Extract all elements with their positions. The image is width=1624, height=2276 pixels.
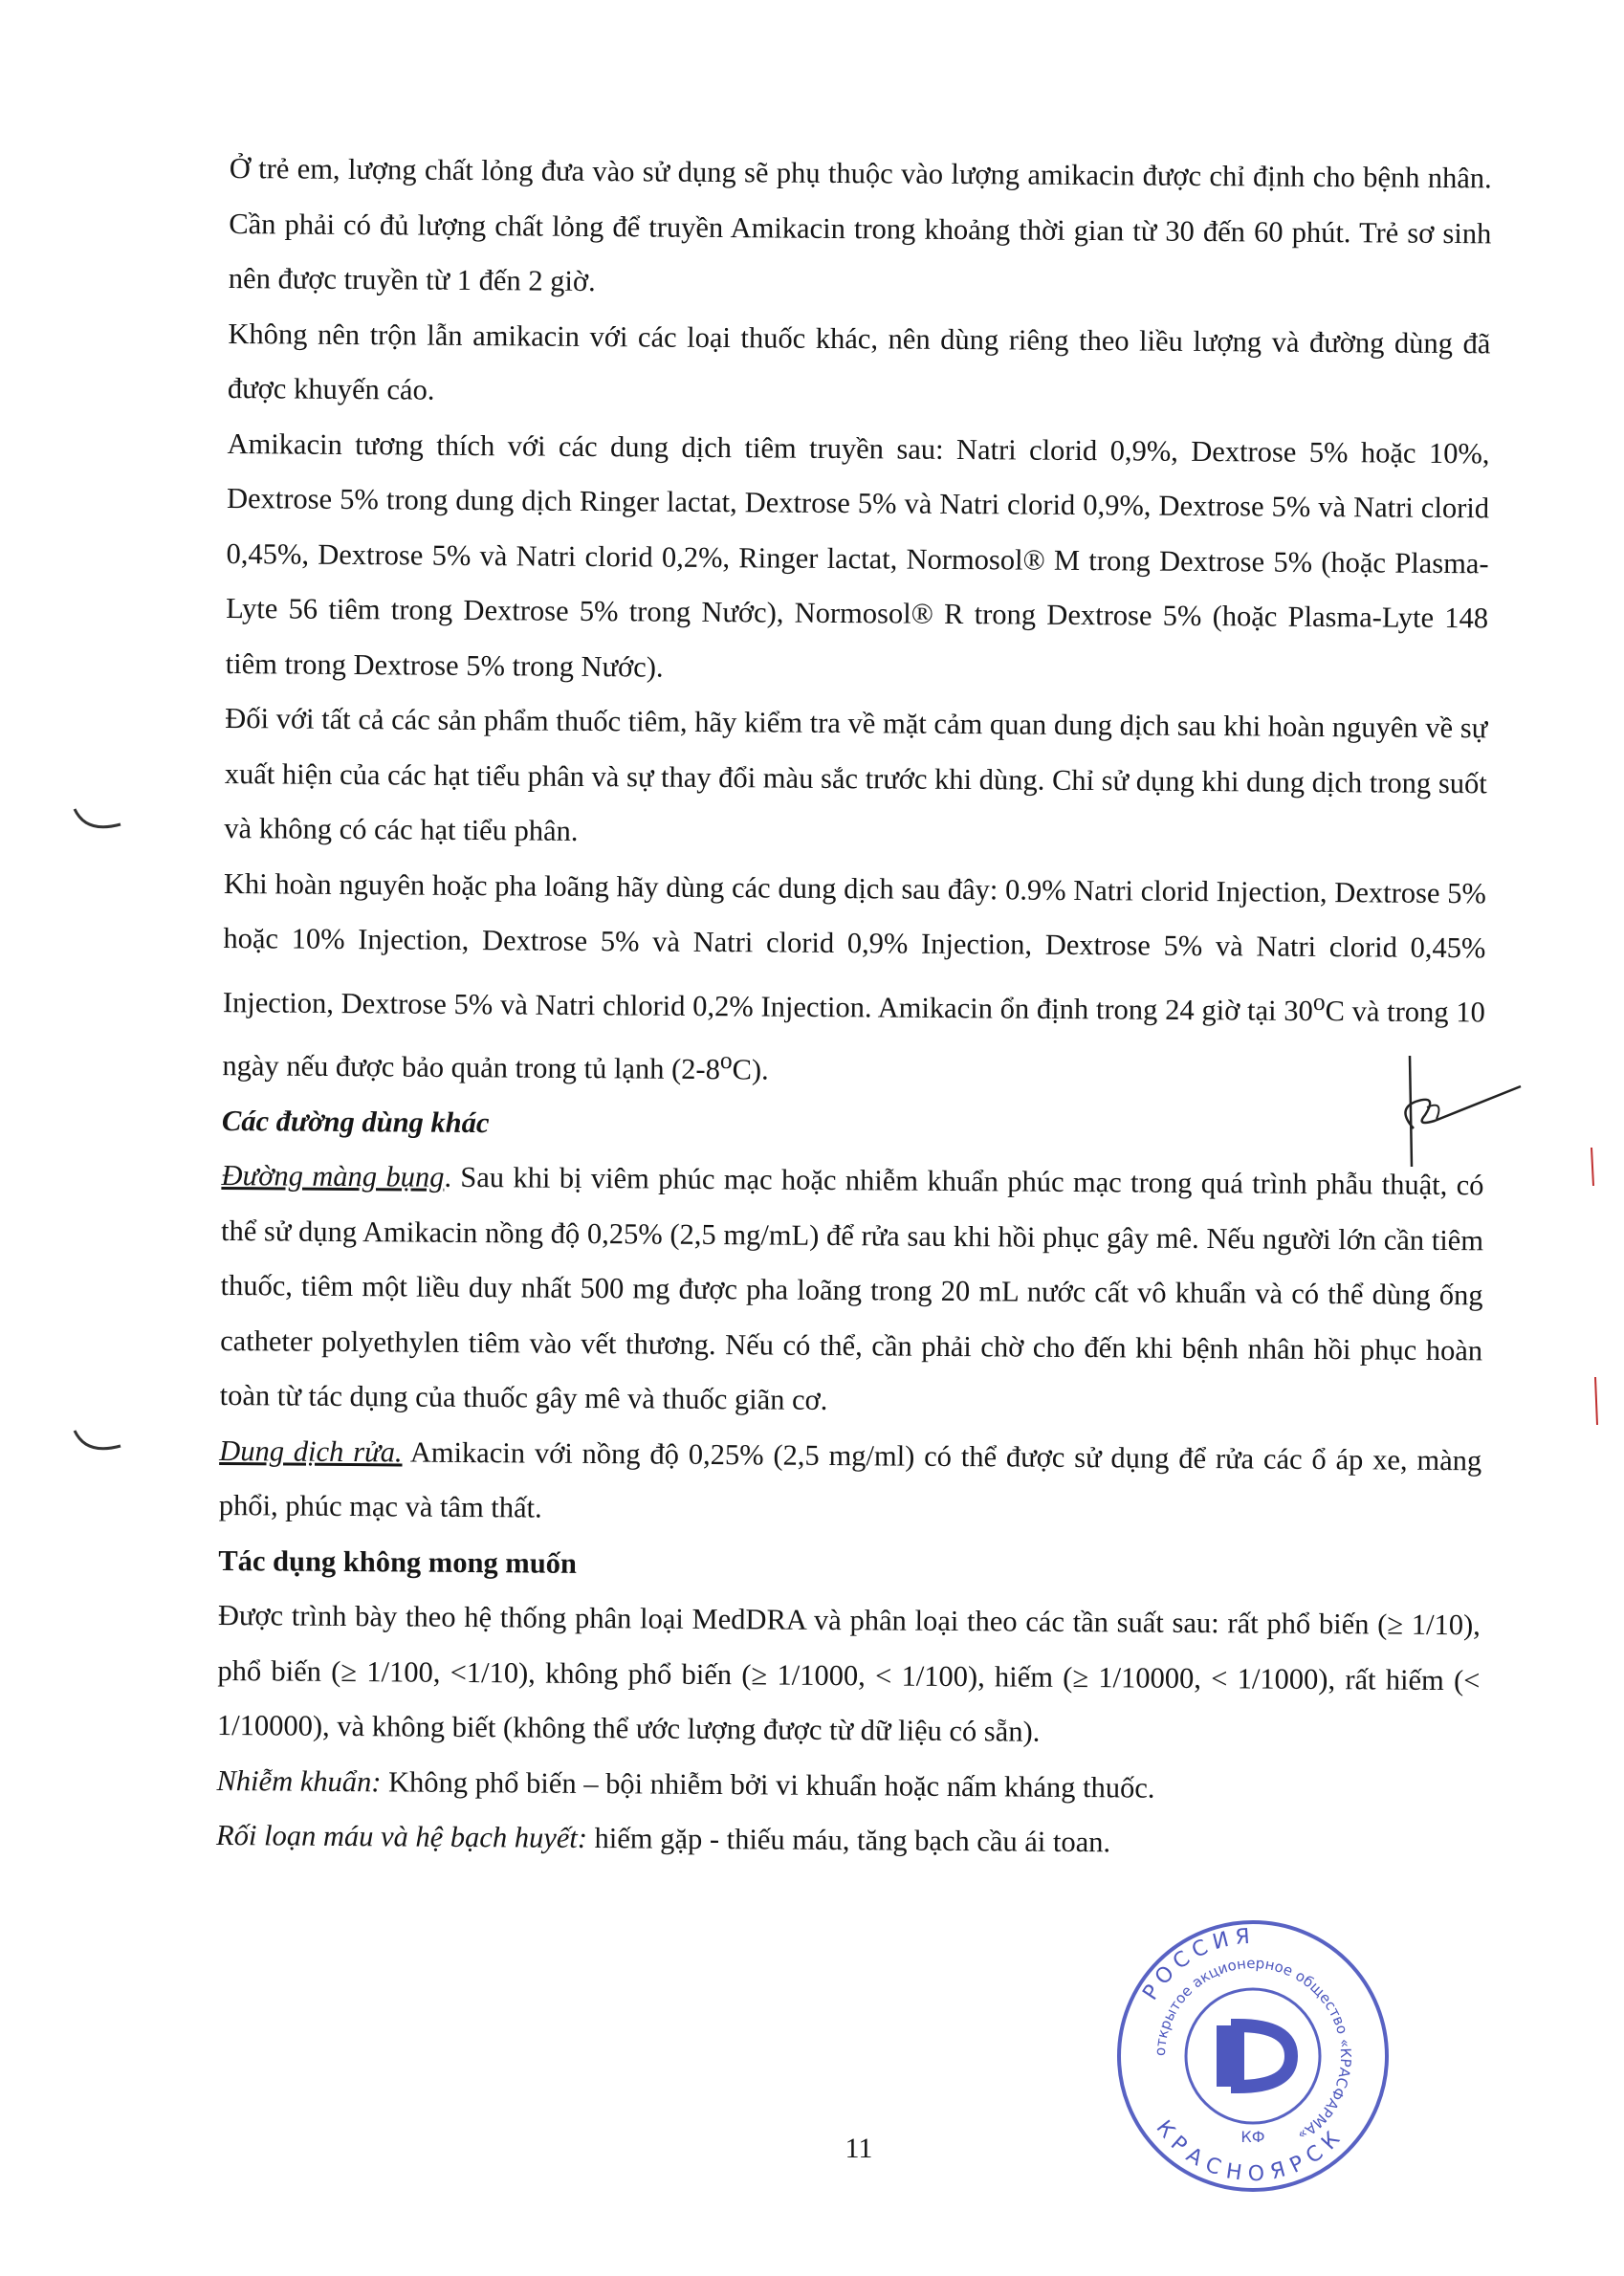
paragraph-storage: Khi hoàn nguyên hoặc pha loãng hãy dùng các dung dịch sau đây: 0.9% Natri clorid Injection, Dextrose 5% hoặc 10% Injection, Dextrose 5% và Natri clorid 0,9% Injection, Dextrose 5% và Natri clorid 0,45% Injection, Dextrose 5% và Natri chlorid 0,2% Injection. Amikacin ổn định trong 24 giờ tại 30$^o$C và trong 10 ngày nếu được bảo quản trong tủ lạnh (2-8$^o$C). xyxy=(222,866,1487,1086)
blood-lead: Rối loạn máu và hệ bạch huyết: xyxy=(215,1819,588,1855)
paragraph-infections: Nhiễm khuẩn: Không phổ biến – bội nhiễm bởi vi khuẩn hoặc nấm kháng thuốc. xyxy=(216,1763,1155,1805)
peritoneal-lead: Đường màng bụng xyxy=(221,1159,445,1194)
paragraph-meddra: Được trình bày theo hệ thống phân loại MedDRA và phân loại theo các tần suất sau: rất phổ biến (≥ 1/10), phổ biến (≥ 1/100, <1/10), không phổ biến (≥ 1/1000, < 1/100), hiếm (≥ 1/10000, < 1/1000), rất hiếm (< 1/10000), và không biết (không thể ước lượng được từ dữ liệu có sẵn). xyxy=(216,1599,1481,1749)
paragraph-visual-inspection: Đối với tất cả các sản phẩm thuốc tiêm, hãy kiểm tra về mặt cảm quan dung dịch sau khi hoàn nguyên về sự xuất hiện của các hạt tiểu phân và sự thay đổi màu sắc trước khi dùng. Chỉ sử dụng khi dung dịch trong suốt và không có các hạt tiểu phân. xyxy=(224,701,1488,847)
paragraph-no-mixing: Không nên trộn lẫn amikacin với các loại thuốc khác, nên dùng riêng theo liều lượng và đường dùng đã được khuyến cáo. xyxy=(227,317,1491,406)
body-text xyxy=(216,142,1492,1873)
handwritten-initials-signature xyxy=(1377,1052,1530,1186)
paragraph-children-fluid: Ở trẻ em, lượng chất lỏng đưa vào sử dụng sẽ phụ thuộc vào lượng amikacin được chỉ định cho bệnh nhân. Cần phải có đủ lượng chất lỏng để truyền Amikacin trong khoảng thời gian từ 30 đến 60 phút. Trẻ sơ sinh nên được truyền từ 1 đến 2 giờ. xyxy=(228,151,1492,298)
page-number: 11 xyxy=(845,2133,873,2164)
svg-text:открытое акционерное общество xyxy=(1152,1955,1354,2144)
paragraph-compatibility: Amikacin tương thích với các dung dịch tiêm truyền sau: Natri clorid 0,9%, Dextrose 5% hoặc 10%, Dextrose 5% trong dung dịch Ringer lactat, Dextrose 5% và Natri clorid 0,9%, Dextrose 5% và Natri clorid 0,45%, Dextrose 5% và Natri clorid 0,2%, Ringer lactat, Normosol® M trong Dextrose 5% (hoặc Plasma-Lyte 56 tiêm trong Dextrose 5% trong Nước), Normosol® R trong Dextrose 5% (hoặc Plasma-Lyte 148 tiêm trong Dextrose 5% trong Nước). xyxy=(225,427,1490,684)
stamp-logo-icon xyxy=(1217,2025,1291,2146)
subheading-other-routes: Các đường dùng khác xyxy=(221,1104,490,1139)
company-stamp xyxy=(1109,1913,1396,2199)
paragraph-irrigation: Dung dịch rửa. Amikacin với nồng độ 0,25% (2,5 mg/ml) có thể được sử dụng để rửa các ổ áp xe, màng phổi, phúc mạc và tâm thất. xyxy=(218,1433,1482,1524)
stamp-bottom-text: КРАСНОЯРСК xyxy=(1151,2115,1350,2187)
stamp-top-text: РОССИЯ xyxy=(1138,1924,1257,2005)
irrigation-lead: Dung dịch rửa. xyxy=(219,1433,403,1469)
heading-adverse-effects: Tác dụng không mong muốn xyxy=(218,1543,578,1580)
stamp-center-text: КФ xyxy=(1240,2128,1265,2146)
stamp-middle-text: открытое акционерное общество «КРАСФАРМА» xyxy=(1151,1954,1355,2144)
paragraph-peritoneal: Đường màng bụng. Sau khi bị viêm phúc mạc hoặc nhiễm khuẩn phúc mạc trong quá trình phẫu thuật, có thể sử dụng Amikacin nồng độ 0,25% (2,5 mg/mL) để rửa sau khi hồi phục gây mê. Nếu người lớn cần tiêm thuốc, tiêm một liều duy nhất 500 mg được pha loãng trong 20 mL nước cất vô khuẩn và có thể dùng ống catheter polyethylen tiêm vào vết thương. Nếu có thể, cần phải chờ cho đến khi bệnh nhân hồi phục hoàn toàn từ tác dụng của thuốc gây mê và thuốc giãn cơ. xyxy=(219,1159,1484,1417)
infections-lead: Nhiễm khuẩn: xyxy=(216,1763,382,1799)
punch-hole-mark-bottom xyxy=(67,1425,134,1463)
scan-edge-marks xyxy=(1588,1148,1607,1434)
paragraph-blood-disorders: Rối loạn máu và hệ bạch huyết: hiếm gặp - thiếu máu, tăng bạch cầu ái toan. xyxy=(215,1819,1111,1859)
punch-hole-mark-top xyxy=(67,803,134,842)
